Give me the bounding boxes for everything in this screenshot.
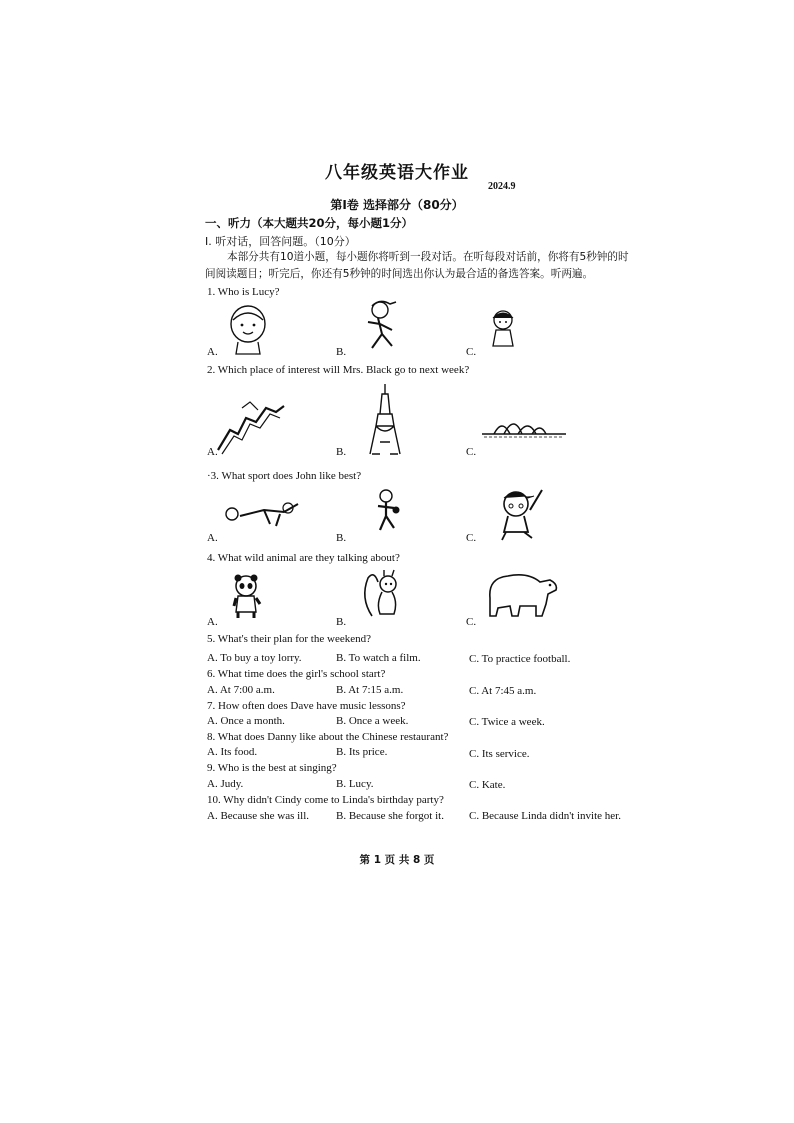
q6-option-a[interactable]: A. At 7:00 a.m.: [207, 684, 275, 696]
instructions-text: 本部分共有10道小题，每小题你将听到一段对话。在听每段对话前，你将有5秒钟的时间阅读题目；听完后，你还有5秒钟的时间选出你认为最合适的备选答案。听两遍。: [205, 251, 629, 280]
section-heading: 一、听力（本大题共20分，每小题1分）: [205, 216, 414, 230]
q5-option-c[interactable]: C. To practice football.: [469, 653, 571, 665]
q10-option-b[interactable]: B. Because she forgot it.: [336, 810, 444, 822]
question-6: 6. What time does the girl's school start?: [207, 668, 386, 680]
q6-option-b[interactable]: B. At 7:15 a.m.: [336, 684, 404, 696]
q1-option-c[interactable]: C.: [466, 346, 477, 358]
q1-option-a[interactable]: A.: [207, 346, 218, 358]
q4-option-b[interactable]: B.: [336, 616, 347, 628]
q7-option-b[interactable]: B. Once a week.: [336, 715, 409, 727]
panda-icon: [230, 574, 264, 620]
q4-option-c[interactable]: C.: [466, 616, 477, 628]
squirrel-icon: [360, 568, 402, 620]
q7-option-a[interactable]: A. Once a month.: [207, 715, 285, 727]
bear-icon: [484, 568, 560, 618]
eiffel-tower-icon: [368, 384, 402, 456]
q2-option-c[interactable]: C.: [466, 446, 477, 458]
q10-option-a[interactable]: A. Because she was ill.: [207, 810, 310, 822]
q8-option-b[interactable]: B. Its price.: [336, 746, 388, 758]
q10-option-c[interactable]: C. Because Linda didn't invite her.: [469, 810, 621, 822]
question-7: 7. How often does Dave have music lessons?: [207, 700, 406, 712]
question-4: 4. What wild animal are they talking about?: [207, 552, 400, 564]
q2-option-b[interactable]: B.: [336, 446, 347, 458]
question-1: 1. Who is Lucy?: [207, 286, 280, 298]
great-wall-icon: [216, 400, 286, 456]
small-girl-icon: [488, 308, 518, 350]
part-heading: 第Ⅰ卷 选择部分（80分）: [330, 198, 464, 212]
exam-date: 2024.9: [488, 181, 516, 192]
question-3: ·3. What sport does John like best?: [207, 470, 362, 482]
question-9: 9. Who is the best at singing?: [207, 762, 337, 774]
football-player-icon: [224, 498, 300, 530]
question-8: 8. What does Danny like about the Chinese restaurant?: [207, 731, 449, 743]
q3-option-b[interactable]: B.: [336, 532, 347, 544]
q8-option-c[interactable]: C. Its service.: [469, 748, 530, 760]
q3-option-a[interactable]: A.: [207, 532, 218, 544]
page-title: 八年级英语大作业: [325, 163, 469, 183]
q8-option-a[interactable]: A. Its food.: [207, 746, 258, 758]
q1-option-b[interactable]: B.: [336, 346, 347, 358]
baseball-player-icon: [494, 486, 546, 542]
question-10: 10. Why didn't Cindy come to Linda's birthday party?: [207, 794, 444, 806]
q4-option-a[interactable]: A.: [207, 616, 218, 628]
q3-option-c[interactable]: C.: [466, 532, 477, 544]
q7-option-c[interactable]: C. Twice a week.: [469, 716, 545, 728]
q9-option-c[interactable]: C. Kate.: [469, 779, 506, 791]
girl-face-icon: [228, 304, 272, 356]
q5-option-b[interactable]: B. To watch a film.: [336, 652, 421, 664]
question-5: 5. What's their plan for the weekend?: [207, 633, 371, 645]
page-footer: 第 1 页 共 8 页: [359, 854, 435, 866]
subsection-heading: I. 听对话，回答问题。（10分）: [205, 235, 356, 248]
q9-option-b[interactable]: B. Lucy.: [336, 778, 374, 790]
q5-option-a[interactable]: A. To buy a toy lorry.: [207, 652, 302, 664]
question-2: 2. Which place of interest will Mrs. Black go to next week?: [207, 364, 470, 376]
opera-house-icon: [480, 414, 568, 438]
q9-option-a[interactable]: A. Judy.: [207, 778, 244, 790]
running-girl-icon: [360, 298, 402, 354]
q2-option-a[interactable]: A.: [207, 446, 218, 458]
q6-option-c[interactable]: C. At 7:45 a.m.: [469, 685, 537, 697]
basketball-player-icon: [372, 488, 402, 532]
